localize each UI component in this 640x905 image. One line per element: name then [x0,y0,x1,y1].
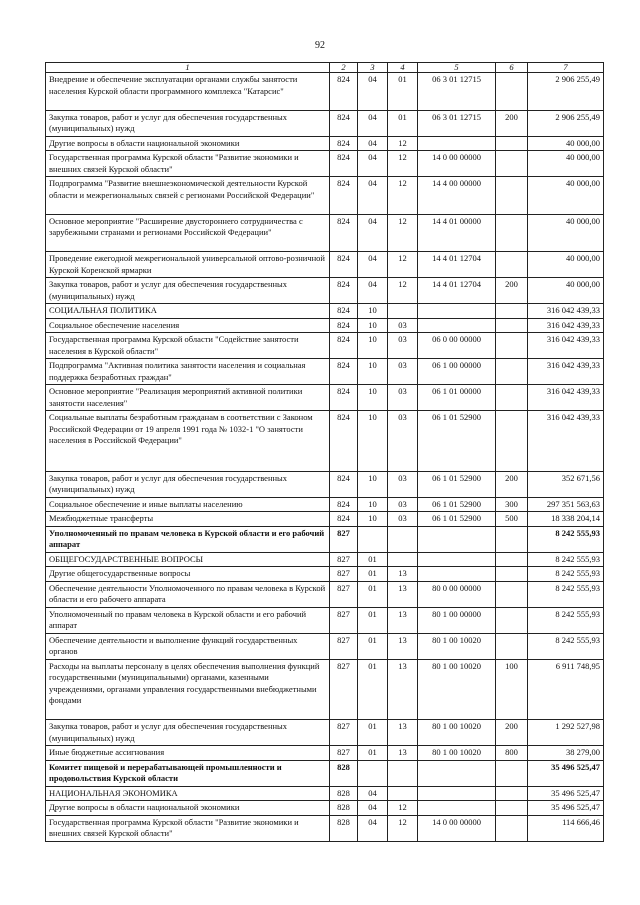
row-target-article-cell [418,526,496,552]
row-expense-type-cell: 100 [496,659,528,720]
row-section-cell: 04 [358,177,388,215]
row-grbs-cell: 828 [330,801,358,816]
row-amount-cell: 114 666,46 [528,815,604,841]
row-amount-cell: 316 042 439,33 [528,333,604,359]
table-row [46,801,604,816]
row-section-cell [358,760,388,786]
row-amount-cell: 316 042 439,33 [528,411,604,472]
table-row [46,567,604,582]
row-target-article-cell: 06 1 01 52900 [418,512,496,527]
row-amount-cell: 1 292 527,98 [528,720,604,746]
row-target-article-cell: 80 1 00 10020 [418,746,496,761]
row-grbs-cell: 827 [330,720,358,746]
row-grbs-cell: 824 [330,278,358,304]
row-name-cell: НАЦИОНАЛЬНАЯ ЭКОНОМИКА [46,786,330,801]
column-header: 6 [496,63,528,73]
row-subsection-cell [388,526,418,552]
row-grbs-cell: 824 [330,214,358,252]
row-amount-cell: 8 242 555,93 [528,567,604,582]
table-row [46,318,604,333]
row-section-cell: 01 [358,720,388,746]
row-subsection-cell [388,786,418,801]
table-row [46,815,604,841]
row-grbs-cell: 828 [330,815,358,841]
page-number: 92 [315,40,325,51]
row-amount-cell: 8 242 555,93 [528,607,604,633]
row-subsection-cell: 12 [388,801,418,816]
row-section-cell: 10 [358,304,388,319]
row-target-article-cell [418,760,496,786]
budget-table [45,62,604,842]
table-row [46,359,604,385]
row-amount-cell: 6 911 748,95 [528,659,604,720]
row-grbs-cell: 828 [330,760,358,786]
row-grbs-cell: 827 [330,526,358,552]
row-name-cell: Закупка товаров, работ и услуг для обеспечения государственных (муниципальных) нужд [46,110,330,136]
row-subsection-cell: 12 [388,177,418,215]
row-amount-cell: 2 906 255,49 [528,73,604,111]
row-section-cell: 10 [358,497,388,512]
row-section-cell: 01 [358,746,388,761]
row-grbs-cell: 824 [330,318,358,333]
row-name-cell: Государственная программа Курской области "Развитие экономики и внешних связей Курской области" [46,815,330,841]
row-name-cell: Социальное обеспечение населения [46,318,330,333]
row-section-cell [358,526,388,552]
table-row [46,786,604,801]
row-name-cell: Комитет пищевой и перерабатывающей промышленности и продовольствия Курской области [46,760,330,786]
row-grbs-cell: 827 [330,659,358,720]
row-subsection-cell: 13 [388,746,418,761]
row-name-cell: Подпрограмма "Развитие внешнеэкономической деятельности Курской области и межрегиональных связей с регионами Российской Федерации" [46,177,330,215]
row-amount-cell: 35 496 525,47 [528,801,604,816]
row-expense-type-cell [496,760,528,786]
row-target-article-cell [418,136,496,151]
row-expense-type-cell [496,136,528,151]
row-grbs-cell: 827 [330,581,358,607]
row-grbs-cell: 824 [330,73,358,111]
row-target-article-cell: 06 3 01 12715 [418,73,496,111]
row-target-article-cell: 06 1 00 00000 [418,359,496,385]
column-header: 7 [528,63,604,73]
column-header: 3 [358,63,388,73]
row-grbs-cell: 828 [330,786,358,801]
table-row [46,385,604,411]
table-row [46,411,604,472]
table-row [46,151,604,177]
row-name-cell: Расходы на выплаты персоналу в целях обеспечения выполнения функций государственными (муниципальными) органами, казенными учреждениями, органами управления государственными внебюджетными фондами [46,659,330,720]
row-grbs-cell: 824 [330,136,358,151]
row-expense-type-cell: 800 [496,746,528,761]
row-amount-cell: 352 671,56 [528,471,604,497]
row-amount-cell: 18 338 204,14 [528,512,604,527]
row-section-cell: 10 [358,359,388,385]
row-target-article-cell: 14 0 00 00000 [418,151,496,177]
row-expense-type-cell [496,567,528,582]
row-grbs-cell: 827 [330,567,358,582]
row-subsection-cell: 03 [388,471,418,497]
row-expense-type-cell: 300 [496,497,528,512]
row-section-cell: 01 [358,633,388,659]
row-subsection-cell: 01 [388,73,418,111]
row-subsection-cell: 03 [388,359,418,385]
row-expense-type-cell [496,304,528,319]
row-section-cell: 01 [358,607,388,633]
row-name-cell: Межбюджетные трансферты [46,512,330,527]
row-section-cell: 10 [358,471,388,497]
row-subsection-cell: 12 [388,252,418,278]
row-section-cell: 04 [358,110,388,136]
row-grbs-cell: 827 [330,552,358,567]
row-expense-type-cell [496,73,528,111]
row-name-cell: Основное мероприятие "Расширение двустороннего сотрудничества с зарубежными странами и регионами Российской Федерации" [46,214,330,252]
row-amount-cell: 8 242 555,93 [528,633,604,659]
row-subsection-cell: 13 [388,581,418,607]
row-amount-cell: 40 000,00 [528,136,604,151]
column-header: 1 [46,63,330,73]
row-amount-cell: 316 042 439,33 [528,385,604,411]
table-row [46,471,604,497]
table-row [46,110,604,136]
row-expense-type-cell: 500 [496,512,528,527]
row-target-article-cell: 14 0 00 00000 [418,815,496,841]
row-amount-cell: 2 906 255,49 [528,110,604,136]
row-amount-cell: 316 042 439,33 [528,359,604,385]
table-row [46,304,604,319]
row-target-article-cell: 06 1 01 52900 [418,411,496,472]
row-subsection-cell: 13 [388,567,418,582]
row-target-article-cell: 80 1 00 10020 [418,633,496,659]
row-target-article-cell: 06 1 01 52900 [418,497,496,512]
table-row [46,497,604,512]
row-section-cell: 01 [358,659,388,720]
row-name-cell: Уполномоченный по правам человека в Курской области и его рабочий аппарат [46,607,330,633]
row-expense-type-cell [496,581,528,607]
row-amount-cell: 40 000,00 [528,151,604,177]
row-subsection-cell [388,552,418,567]
table-row [46,581,604,607]
row-target-article-cell: 14 4 01 12704 [418,252,496,278]
row-expense-type-cell [496,411,528,472]
row-expense-type-cell [496,151,528,177]
row-grbs-cell: 824 [330,411,358,472]
row-expense-type-cell: 200 [496,278,528,304]
row-target-article-cell: 14 4 00 00000 [418,177,496,215]
row-target-article-cell [418,786,496,801]
row-amount-cell: 8 242 555,93 [528,552,604,567]
column-header: 2 [330,63,358,73]
table-row [46,73,604,111]
row-section-cell: 04 [358,786,388,801]
row-subsection-cell: 03 [388,512,418,527]
table-row [46,607,604,633]
row-expense-type-cell [496,607,528,633]
row-amount-cell: 8 242 555,93 [528,581,604,607]
row-section-cell: 04 [358,801,388,816]
row-expense-type-cell [496,801,528,816]
table-row [46,633,604,659]
row-subsection-cell: 12 [388,151,418,177]
row-grbs-cell: 824 [330,471,358,497]
row-target-article-cell [418,552,496,567]
row-section-cell: 01 [358,552,388,567]
row-section-cell: 10 [358,512,388,527]
table-row [46,278,604,304]
row-expense-type-cell [496,526,528,552]
row-section-cell: 04 [358,73,388,111]
row-section-cell: 04 [358,136,388,151]
row-subsection-cell: 03 [388,497,418,512]
row-amount-cell: 38 279,00 [528,746,604,761]
row-name-cell: СОЦИАЛЬНАЯ ПОЛИТИКА [46,304,330,319]
row-section-cell: 01 [358,581,388,607]
row-target-article-cell: 80 1 00 10020 [418,720,496,746]
column-header: 5 [418,63,496,73]
row-target-article-cell: 06 1 01 52900 [418,471,496,497]
row-section-cell: 10 [358,411,388,472]
row-expense-type-cell: 200 [496,110,528,136]
row-section-cell: 04 [358,278,388,304]
table-row [46,659,604,720]
row-grbs-cell: 824 [330,333,358,359]
row-name-cell: Другие общегосударственные вопросы [46,567,330,582]
row-subsection-cell: 03 [388,411,418,472]
table-row [46,177,604,215]
row-amount-cell: 40 000,00 [528,214,604,252]
row-name-cell: Обеспечение деятельности Уполномоченного по правам человека в Курской области и его рабочего аппарата [46,581,330,607]
row-target-article-cell: 80 1 00 00000 [418,607,496,633]
row-subsection-cell: 03 [388,318,418,333]
row-expense-type-cell [496,552,528,567]
row-amount-cell: 8 242 555,93 [528,526,604,552]
row-grbs-cell: 824 [330,151,358,177]
row-name-cell: Уполномоченный по правам человека в Курской области и его рабочий аппарат [46,526,330,552]
row-grbs-cell: 824 [330,385,358,411]
row-grbs-cell: 827 [330,746,358,761]
row-amount-cell: 40 000,00 [528,278,604,304]
row-target-article-cell: 06 1 01 00000 [418,385,496,411]
row-name-cell: Социальные выплаты безработным гражданам в соответствии с Законом Российской Федерации от 19 апреля 1991 года № 1032-1 "О занятости населения в Российской Федерации" [46,411,330,472]
table-row [46,552,604,567]
row-amount-cell: 40 000,00 [528,252,604,278]
row-subsection-cell: 13 [388,659,418,720]
row-target-article-cell: 80 0 00 00000 [418,581,496,607]
row-expense-type-cell [496,333,528,359]
row-name-cell: ОБЩЕГОСУДАРСТВЕННЫЕ ВОПРОСЫ [46,552,330,567]
row-expense-type-cell [496,633,528,659]
row-amount-cell: 297 351 563,63 [528,497,604,512]
row-name-cell: Проведение ежегодной межрегиональной универсальной оптово-розничной Курской Коренской ярмарки [46,252,330,278]
row-target-article-cell: 06 0 00 00000 [418,333,496,359]
row-subsection-cell: 12 [388,214,418,252]
row-grbs-cell: 827 [330,633,358,659]
row-subsection-cell: 13 [388,607,418,633]
row-target-article-cell [418,304,496,319]
row-grbs-cell: 824 [330,512,358,527]
row-target-article-cell [418,801,496,816]
row-grbs-cell: 824 [330,177,358,215]
table-row [46,512,604,527]
row-subsection-cell: 01 [388,110,418,136]
row-grbs-cell: 824 [330,497,358,512]
row-name-cell: Основное мероприятие "Реализация мероприятий активной политики занятости населения" [46,385,330,411]
row-subsection-cell: 03 [388,385,418,411]
table-row [46,746,604,761]
row-section-cell: 10 [358,333,388,359]
row-expense-type-cell [496,318,528,333]
column-header: 4 [388,63,418,73]
table-row [46,720,604,746]
row-section-cell: 04 [358,815,388,841]
row-amount-cell: 40 000,00 [528,177,604,215]
table-row [46,760,604,786]
row-name-cell: Обеспечение деятельности и выполнение функций государственных органов [46,633,330,659]
row-section-cell: 04 [358,252,388,278]
row-target-article-cell: 80 1 00 10020 [418,659,496,720]
row-expense-type-cell [496,815,528,841]
row-expense-type-cell [496,177,528,215]
row-subsection-cell: 12 [388,278,418,304]
row-name-cell: Подпрограмма "Активная политика занятости населения и социальная поддержка безработных граждан" [46,359,330,385]
row-subsection-cell [388,760,418,786]
row-subsection-cell: 13 [388,720,418,746]
row-name-cell: Внедрение и обеспечение эксплуатации органами службы занятости населения Курской области программного комплекса "Катарсис" [46,73,330,111]
table-row [46,252,604,278]
table-header-row [46,63,604,73]
row-name-cell: Другие вопросы в области национальной экономики [46,136,330,151]
row-subsection-cell: 03 [388,333,418,359]
row-amount-cell: 35 496 525,47 [528,760,604,786]
row-expense-type-cell: 200 [496,471,528,497]
row-name-cell: Закупка товаров, работ и услуг для обеспечения государственных (муниципальных) нужд [46,278,330,304]
row-target-article-cell [418,318,496,333]
row-expense-type-cell [496,786,528,801]
row-expense-type-cell [496,385,528,411]
row-section-cell: 01 [358,567,388,582]
table-row [46,136,604,151]
row-grbs-cell: 824 [330,252,358,278]
table-row [46,333,604,359]
row-grbs-cell: 827 [330,607,358,633]
row-name-cell: Закупка товаров, работ и услуг для обеспечения государственных (муниципальных) нужд [46,720,330,746]
row-target-article-cell [418,567,496,582]
row-name-cell: Государственная программа Курской области "Развитие экономики и внешних связей Курской области" [46,151,330,177]
row-name-cell: Другие вопросы в области национальной экономики [46,801,330,816]
row-target-article-cell: 06 3 01 12715 [418,110,496,136]
row-amount-cell: 35 496 525,47 [528,786,604,801]
row-subsection-cell [388,304,418,319]
row-section-cell: 10 [358,318,388,333]
row-expense-type-cell [496,252,528,278]
row-name-cell: Государственная программа Курской области "Содействие занятости населения в Курской области" [46,333,330,359]
row-grbs-cell: 824 [330,110,358,136]
row-amount-cell: 316 042 439,33 [528,304,604,319]
row-section-cell: 04 [358,214,388,252]
row-expense-type-cell [496,214,528,252]
row-section-cell: 04 [358,151,388,177]
table-row [46,214,604,252]
row-subsection-cell: 12 [388,815,418,841]
row-section-cell: 10 [358,385,388,411]
row-grbs-cell: 824 [330,359,358,385]
row-amount-cell: 316 042 439,33 [528,318,604,333]
row-target-article-cell: 14 4 01 00000 [418,214,496,252]
row-target-article-cell: 14 4 01 12704 [418,278,496,304]
row-grbs-cell: 824 [330,304,358,319]
row-subsection-cell: 12 [388,136,418,151]
row-subsection-cell: 13 [388,633,418,659]
row-expense-type-cell: 200 [496,720,528,746]
row-name-cell: Социальное обеспечение и иные выплаты населению [46,497,330,512]
table-row [46,526,604,552]
row-name-cell: Закупка товаров, работ и услуг для обеспечения государственных (муниципальных) нужд [46,471,330,497]
row-name-cell: Иные бюджетные ассигнования [46,746,330,761]
row-expense-type-cell [496,359,528,385]
